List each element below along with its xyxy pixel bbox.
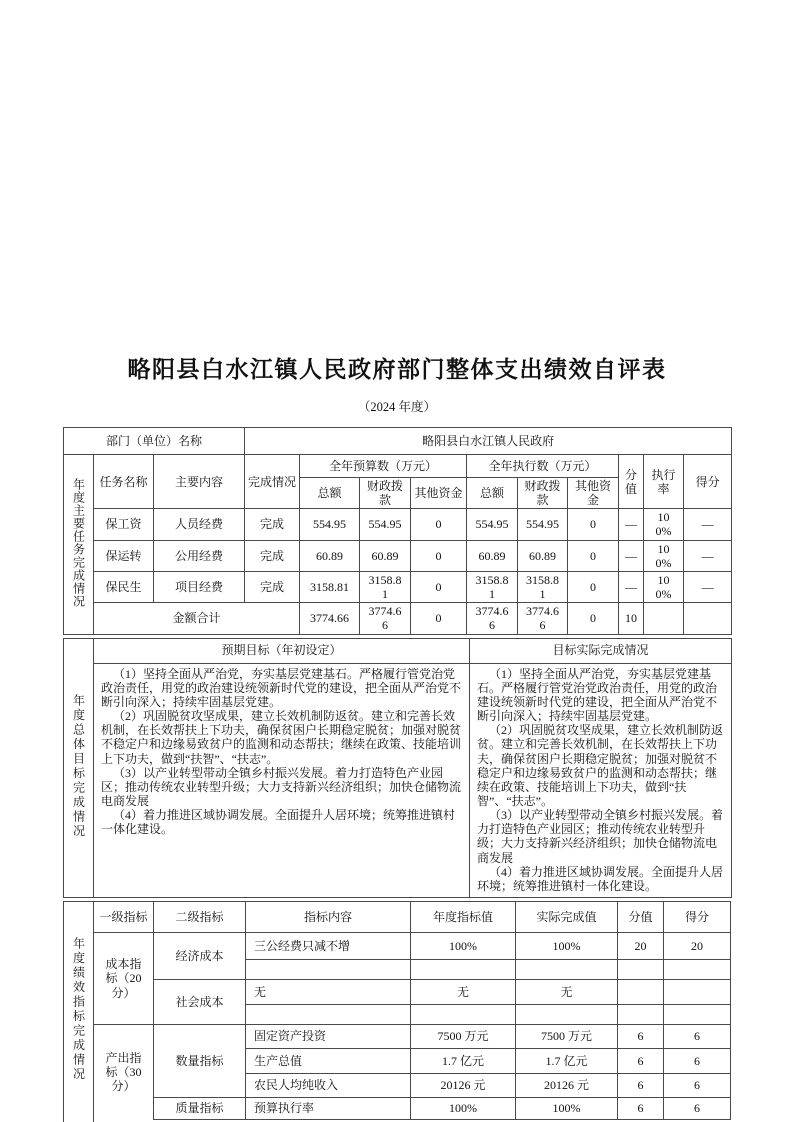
total-budget-other-cell: 0: [411, 603, 467, 634]
score-cell: 6: [664, 1098, 731, 1120]
actual-value-cell: [516, 960, 618, 980]
weight-cell: —: [619, 509, 644, 540]
actual-goals-header: 目标实际完成情况: [470, 638, 732, 663]
weight-cell: 6: [618, 1049, 664, 1074]
score-cell: [664, 1005, 731, 1025]
expected-goals-header: 预期目标（年初设定）: [94, 638, 470, 663]
target-value-cell: [411, 960, 516, 980]
actual-value-cell: 100%: [516, 933, 618, 960]
total-row-label: 金额合计: [94, 603, 300, 634]
actual-value-cell: 1.7 亿元: [516, 1049, 618, 1074]
actual-goal-paragraph: （3）以产业转型带动全镇乡村振兴发展。着力打造特色产业园区；推动传统农业转型升级；大力支持新兴经济组织；加快仓储物流电商发展: [477, 808, 724, 865]
score-cell: [664, 960, 731, 980]
weight-cell: [618, 960, 664, 980]
exec-fiscal-cell: 3158.81: [518, 571, 568, 602]
exec-rate-cell: 100%: [644, 509, 684, 540]
budget-other-cell: 0: [411, 509, 467, 540]
main-content-cell: 人员经费: [154, 509, 245, 540]
document-body: [63, 351, 731, 1120]
col-header-level2-indicator: 二级指标: [154, 902, 246, 933]
col-header-main-content: 主要内容: [154, 455, 245, 509]
budget-other-cell: 0: [411, 540, 467, 571]
exec-rate-cell: 100%: [644, 540, 684, 571]
total-exec-fiscal-cell: 3774.66: [518, 603, 568, 634]
status-cell: 完成: [245, 509, 300, 540]
col-header-weight: 分值: [618, 902, 664, 933]
subgroup-economic-cost: 经济成本: [154, 933, 246, 980]
indicator-content-cell: [246, 960, 411, 980]
actual-value-cell: 7500 万元: [516, 1025, 618, 1049]
actual-value-cell: 无: [516, 980, 618, 1005]
expected-goals-cell: [94, 663, 470, 898]
score-cell: —: [684, 540, 732, 571]
actual-goal-paragraph: （4）着力推进区域协调发展。全面提升人居环境；统筹推进镇村一体化建设。: [477, 864, 724, 893]
group-cost-indicators: 成本指标（20分）: [94, 933, 154, 1025]
task-name-cell: 保运转: [94, 540, 154, 571]
col-group-annual-execution: 全年执行数（万元）: [467, 455, 619, 478]
actual-value-cell: 20126 元: [516, 1074, 618, 1098]
expected-goal-paragraph: （1）坚持全面从严治党，夯实基层党建基石。严格履行管党治党政治责任，用党的政治建设统领新时代党的建设，把全面从严治党不断引向深入；持续牢固基层党建。: [101, 666, 462, 709]
col-group-annual-budget: 全年预算数（万元）: [300, 455, 467, 478]
col-header-score: 得分: [664, 902, 731, 933]
target-value-cell: 100%: [411, 933, 516, 960]
exec-fiscal-cell: 60.89: [518, 540, 568, 571]
actual-value-cell: 100%: [516, 1098, 618, 1120]
weight-cell: —: [619, 540, 644, 571]
col-header-budget-other: 其他资金: [411, 478, 467, 509]
budget-total-cell: 3158.81: [300, 571, 360, 602]
subgroup-quality-indicator: 质量指标: [154, 1098, 246, 1120]
col-header-exec-other: 其他资金: [568, 478, 619, 509]
col-header-exec-total: 总额: [467, 478, 518, 509]
exec-total-cell: 3158.81: [467, 571, 518, 602]
expected-goal-paragraph: （3）以产业转型带动全镇乡村振兴发展。着力打造特色产业园区；推动传统农业转型升级；大力支持新兴经济组织；加快仓储物流电商发展: [101, 765, 462, 808]
section2-side-label-cell: [64, 638, 94, 898]
indicator-content-cell: 三公经费只减不增: [246, 933, 411, 960]
target-value-cell: 1.7 亿元: [411, 1049, 516, 1074]
col-header-completion-status: 完成情况: [245, 455, 300, 509]
main-content-cell: 公用经费: [154, 540, 245, 571]
section2-side-label: 年度总体目标完成情况: [71, 693, 86, 839]
col-header-budget-fiscal: 财政拨款: [360, 478, 411, 509]
target-value-cell: 100%: [411, 1098, 516, 1120]
section1-side-label-cell: [64, 455, 94, 635]
col-header-execution-rate: 执行率: [644, 455, 684, 509]
annual-tasks-table: [63, 427, 732, 635]
col-header-budget-total: 总额: [300, 478, 360, 509]
dept-name-value: 略阳县白水江镇人民政府: [245, 428, 732, 455]
subgroup-social-cost: 社会成本: [154, 980, 246, 1025]
total-budget-total-cell: 3774.66: [300, 603, 360, 634]
score-cell: [664, 980, 731, 1005]
budget-fiscal-cell: 60.89: [360, 540, 411, 571]
target-value-cell: 7500 万元: [411, 1025, 516, 1049]
target-value-cell: 无: [411, 980, 516, 1005]
actual-goal-paragraph: （1）坚持全面从严治党，夯实基层党建基石。严格履行管党治党政治责任，用党的政治建设统领新时代党的建设，把全面从严治党不断引向深入；持续牢固基层党建。: [477, 666, 718, 724]
weight-cell: [618, 1005, 664, 1025]
exec-other-cell: 0: [568, 509, 619, 540]
expected-goal-paragraph: （4）着力推进区域协调发展。全面提升人居环境；统筹推进镇村一体化建设。: [101, 808, 456, 837]
annual-goals-table: [63, 638, 732, 899]
budget-total-cell: 60.89: [300, 540, 360, 571]
col-header-weight: 分值: [619, 455, 644, 509]
performance-indicators-table: [63, 901, 731, 1120]
score-cell: 6: [664, 1049, 731, 1074]
budget-total-cell: 554.95: [300, 509, 360, 540]
exec-other-cell: 0: [568, 540, 619, 571]
col-header-exec-fiscal: 财政拨款: [518, 478, 568, 509]
section1-side-label: 年度主要任务完成情况: [71, 477, 86, 608]
indicator-content-cell: [246, 1005, 411, 1025]
performance-indicators-wrap: [63, 901, 731, 1120]
score-cell: 20: [664, 933, 731, 960]
weight-cell: 6: [618, 1098, 664, 1120]
score-cell: 6: [664, 1025, 731, 1049]
page-subtitle: （2024 年度）: [357, 400, 437, 414]
target-value-cell: [411, 1005, 516, 1025]
weight-cell: [618, 980, 664, 1005]
status-cell: 完成: [245, 540, 300, 571]
dept-name-label: 部门（单位）名称: [64, 428, 245, 455]
budget-other-cell: 0: [411, 571, 467, 602]
col-header-level1-indicator: 一级指标: [94, 902, 154, 933]
weight-cell: 6: [618, 1074, 664, 1098]
indicator-content-cell: 农民人均纯收入: [246, 1074, 411, 1098]
weight-cell: 20: [618, 933, 664, 960]
indicator-content-cell: 固定资产投资: [246, 1025, 411, 1049]
main-content-cell: 项目经费: [154, 571, 245, 602]
weight-cell: 6: [618, 1025, 664, 1049]
indicator-content-cell: 预算执行率: [246, 1098, 411, 1120]
total-score-cell: [684, 603, 732, 634]
col-header-actual-value: 实际完成值: [516, 902, 618, 933]
col-header-indicator-content: 指标内容: [246, 902, 411, 933]
total-exec-rate-cell: [644, 603, 684, 634]
score-cell: 6: [664, 1074, 731, 1098]
col-header-task-name: 任务名称: [94, 455, 154, 509]
page-title: 略阳县白水江镇人民政府部门整体支出绩效自评表: [127, 356, 667, 382]
score-cell: —: [684, 571, 732, 602]
status-cell: 完成: [245, 571, 300, 602]
budget-fiscal-cell: 554.95: [360, 509, 411, 540]
actual-value-cell: [516, 1005, 618, 1025]
exec-total-cell: 554.95: [467, 509, 518, 540]
total-weight-cell: 10: [619, 603, 644, 634]
actual-goal-paragraph: （2）巩固脱贫攻坚成果，建立长效机制防返贫。建立和完善长效机制，在长效帮扶上下功夫，确保贫困户长期稳定脱贫；加强对脱贫不稳定户和边缘易致贫户的监测和动态帮扶；继续在政策、技能培训上下功夫，做到“扶智”、“扶志”。: [477, 723, 724, 808]
score-cell: —: [684, 509, 732, 540]
section3-side-label-cell: [64, 902, 94, 1120]
exec-other-cell: 0: [568, 571, 619, 602]
col-header-score: 得分: [684, 455, 732, 509]
target-value-cell: 20126 元: [411, 1074, 516, 1098]
exec-rate-cell: 100%: [644, 571, 684, 602]
subgroup-quantity-indicator: 数量指标: [154, 1025, 246, 1098]
section3-side-label: 年度绩效指标完成情况: [71, 936, 86, 1082]
group-output-indicators: 产出指标（30分）: [94, 1025, 154, 1120]
exec-fiscal-cell: 554.95: [518, 509, 568, 540]
exec-total-cell: 60.89: [467, 540, 518, 571]
col-header-annual-target: 年度指标值: [411, 902, 516, 933]
weight-cell: —: [619, 571, 644, 602]
total-exec-total-cell: 3774.66: [467, 603, 518, 634]
budget-fiscal-cell: 3158.81: [360, 571, 411, 602]
indicator-content-cell: 生产总值: [246, 1049, 411, 1074]
task-name-cell: 保民生: [94, 571, 154, 602]
expected-goal-paragraph: （2）巩固脱贫攻坚成果，建立长效机制防返贫。建立和完善长效机制，在长效帮扶上下功夫，确保贫困户长期稳定脱贫；加强对脱贫不稳定户和边缘易致贫户的监测和动态帮扶；继续在政策、技能培训上下功夫，做到“扶智”、“扶志”。: [101, 709, 462, 766]
total-exec-other-cell: 0: [568, 603, 619, 634]
total-budget-fiscal-cell: 3774.66: [360, 603, 411, 634]
task-name-cell: 保工资: [94, 509, 154, 540]
indicator-content-cell: 无: [246, 980, 411, 1005]
actual-goals-cell: [470, 663, 732, 898]
